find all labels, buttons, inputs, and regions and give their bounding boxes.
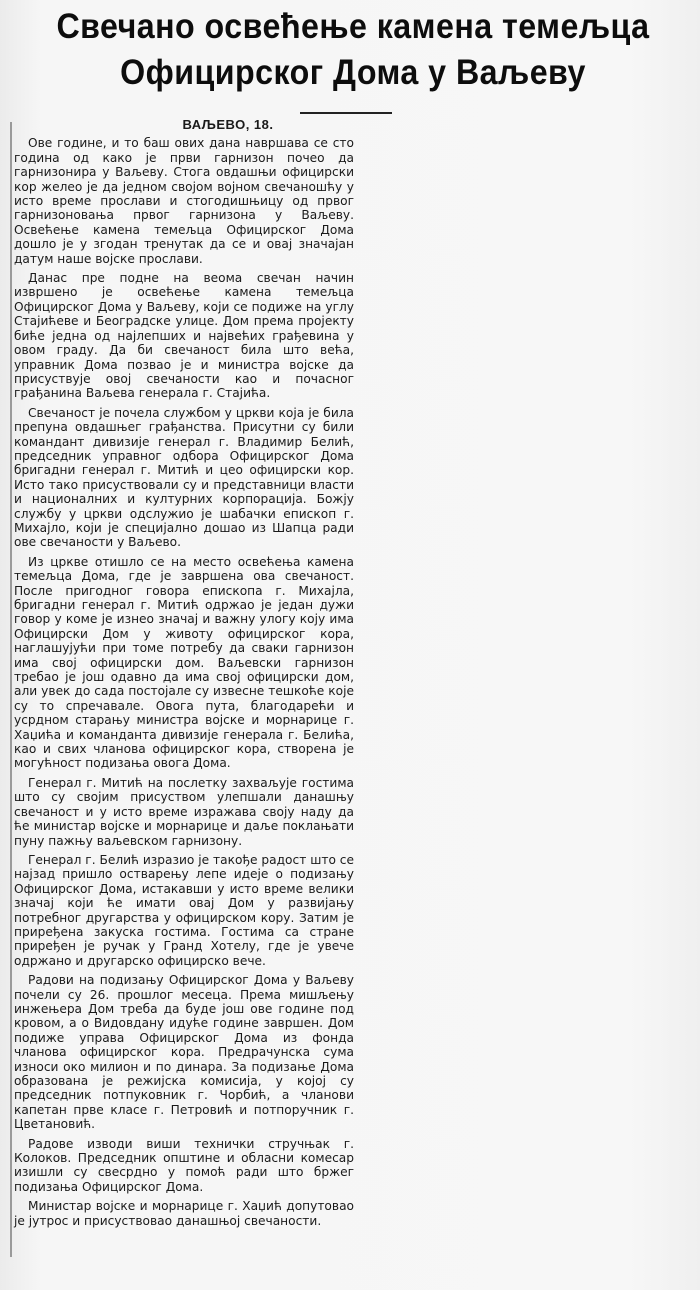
article-paragraph-9: Министар војске и морнарице г. Хаџић допутовао је јутрос и присуствовао данашњој свечаности. bbox=[14, 1199, 354, 1228]
article-paragraph-8: Радове изводи виши технички стручњак г. Колоков. Председник општине и обласни комесар изишли су свесрдно у помоћ ради што бржег подизања Официрског Дома. bbox=[14, 1136, 354, 1194]
headline bbox=[8, 4, 698, 96]
article-paragraph-7: Радови на подизању Официрског Дома у Ваљеву почели су 26. прошлог месеца. Према мишљењу инжењера Дом треба да буде још ове године под кровом, а о Видовдану идуће године завршен. Дом подиже управа Официрског Дома из фонда чланова официрског кора. Предрачунска сума износи око милион и по динара. За подизање Дома образована је режијска комисија, у којој су председник потпуковник г. Чорбић, а чланови капетан прве класе г. Петровић и потпоручник г. Цветановић. bbox=[14, 973, 354, 1132]
article-paragraph-5: Генерал г. Митић на послетку захваљује гостима што су својим присуством улепшали данашњу свечаност и у исто време изражава своју наду да ће министар војске и морнарице и даље поклањати пуну пажњу ваљевском гарнизону. bbox=[14, 775, 354, 848]
article-column bbox=[14, 118, 354, 1233]
article-paragraph-2: Данас пре подне на веома свечан начин извршено је освећење камена темељца Официрског Дома у Ваљеву, који се подиже на углу Стајићеве и Београдске улице. Дом према пројекту биће једна од најлепших и највећих грађевина у овом граду. Да би свечаност била што већа, управник Дома позвао је и министра војске да присуствује овој свечаности као и почасног грађанина Ваљева генерала г. Стајића. bbox=[14, 271, 354, 401]
headline-line-1: Свечано освећење камена темељца bbox=[56, 7, 650, 46]
column-rule bbox=[10, 122, 12, 1257]
dateline: ВАЉЕВО, 18. bbox=[182, 117, 274, 132]
article-paragraph-1: Ове године, и то баш ових дана навршава се сто година од како је први гарнизон почео да гарнизонира у Ваљеву. Стога овдашњи официрски кор желео је да једном својом војном свечаношћу у исто време прослави и стогодишњицу од првог гарнизоновања првог гарнизона у Ваљеву. Освећење камена темељца Официрског Дома дошло је у згодан тренутак да се и овај значајан датум наше војске прослави. bbox=[14, 136, 354, 266]
headline-line-2: Официрског Дома у Ваљеву bbox=[120, 53, 586, 92]
headline-divider bbox=[300, 112, 392, 114]
article-paragraph-6: Генерал г. Белић изразио је такође радост што се најзад пришло остварењу лепе идеје о подизању Официрског Дома, истакавши у исто време велики значај који ће имати овај Дом у развијању потребног другарства у официрском кору. Затим је приређена закуска гостима. Гостима са стране приређен је ручак у Гранд Хотелу, где је увече одржано и другарско официрско вече. bbox=[14, 852, 354, 968]
article-paragraph-3: Свечаност је почела службом у цркви која је била препуна овдашњег грађанства. Присутни су били командант дивизије генерал г. Владимир Белић, председник управног одбора Официрског Дома бригадни генерал г. Митић и цео официрски кор. Исто тако присуствовали су и представници власти и националних и културних корпорација. Божју службу у цркви одслужио је шабачки епископ г. Михајло, који је специјално дошао из Шапца ради ове свечаности у Ваљево. bbox=[14, 405, 354, 550]
article-paragraph-4: Из цркве отишло се на место освећења камена темељца Дома, где је завршена ова свечаност. После пригодног говора епископа г. Михајла, бригадни генерал г. Митић одржао је један дужи говор у коме је изнео значај и важну улогу коју има Официрски Дом у животу официрског кора, наглашујући при томе потребу да сваки гарнизон има свој официрски дом. Ваљевски гарнизон требао је још одавно да има свој официрски дом, али увек до сада постојале су извесне тешкоће које су то спречавале. Овога пута, благодарећи и усрдном старању министра војске и морнарице г. Хаџића и команданта дивизије генерала г. Белића, као и свих чланова официрског кора, створена је могућност подизања овога Дома. bbox=[14, 554, 354, 771]
